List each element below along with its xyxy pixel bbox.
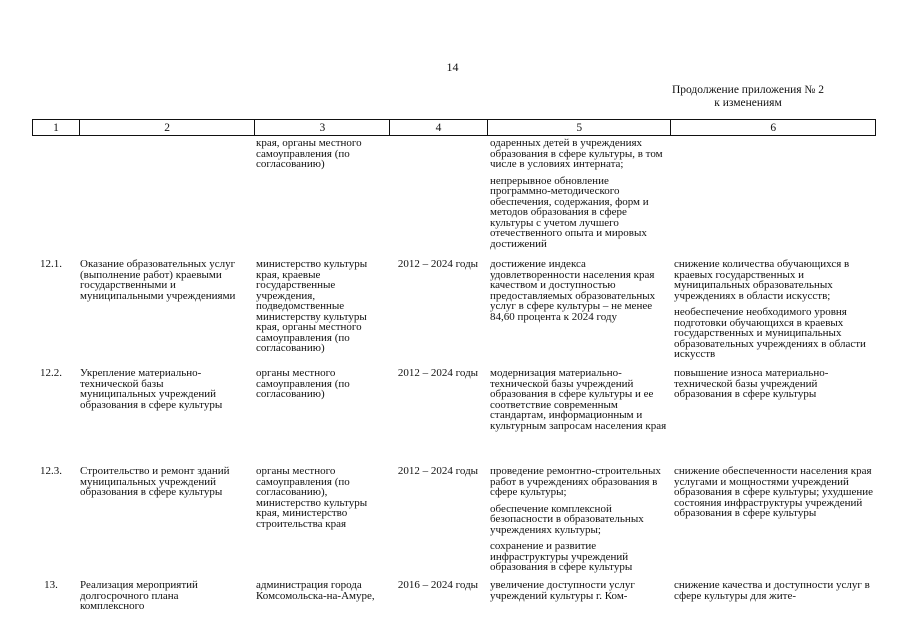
row-title: Реализация мероприятий долгосрочного плана комплексного bbox=[80, 579, 198, 612]
row-number: 12.2. bbox=[40, 367, 62, 379]
row-result bbox=[490, 580, 668, 601]
row-title: Строительство и ремонт зданий муниципальных учреждений образования в сфере культуры bbox=[80, 465, 230, 498]
row-consequences bbox=[674, 368, 874, 400]
row-consequences bbox=[674, 466, 874, 519]
header-col-5: 5 bbox=[488, 120, 672, 135]
table-header-row bbox=[32, 119, 876, 136]
row-consequences bbox=[674, 259, 874, 360]
continued-result-line: непрерывное обновление программно-методического обеспечения, содержания, форм и методов образования в сфере культуры с учетом лучшего отечественного опыта и мировых достижений bbox=[490, 174, 649, 250]
row-consequence-line: повышение износа материально-технической базы учреждений образования в сфере культуры bbox=[674, 367, 829, 400]
row-result-line: увеличение доступности услуг учреждений культуры г. Ком- bbox=[490, 579, 635, 602]
row-consequence-line: снижение обеспеченности населения края услугами и мощностями учреждений образования в сфере культуры; ухудшение состояния инфраструктуры учреждений образования в сфере культуры bbox=[674, 465, 874, 519]
header-col-6: 6 bbox=[770, 121, 777, 134]
appendix-line1: Продолжение приложения № 2 bbox=[671, 84, 825, 96]
row-executor: министерство культуры края, краевые государственные учреждения, подведомственные министерству культуры края, органы местного самоуправления (по согласованию) bbox=[256, 258, 368, 354]
row-consequence-line: снижение количества обучающихся в краевых государственных и муниципальных образовательных учреждениях в области искусств; bbox=[674, 258, 850, 302]
row-result bbox=[490, 466, 668, 573]
row-period: 2012 – 2024 годы bbox=[397, 367, 479, 379]
row-executor: органы местного самоуправления (по согласованию) bbox=[256, 367, 350, 400]
continued-result-line: одаренных детей в учреждениях образования в сфере культуры, в том числе в условиях интерната; bbox=[490, 137, 663, 170]
continued-result bbox=[490, 138, 668, 249]
row-title: Укрепление материально-технической базы муниципальных учреждений образования в сфере культуры bbox=[80, 367, 223, 411]
header-col-3: 3 bbox=[255, 120, 390, 135]
row-result-line: сохранение и развитие инфраструктуры учреждений образования в сфере культуры bbox=[490, 540, 633, 573]
row-number: 12.3. bbox=[40, 465, 62, 477]
continued-executor: края, органы местного самоуправления (по согласованию) bbox=[256, 137, 362, 170]
header-col-2: 2 bbox=[80, 120, 256, 135]
row-title: Оказание образовательных услуг (выполнение работ) краевыми государственными и муниципальными учреждениями bbox=[80, 258, 236, 302]
row-result bbox=[490, 259, 668, 322]
row-number: 13. bbox=[44, 579, 58, 591]
row-number: 12.1. bbox=[40, 258, 62, 270]
row-consequences bbox=[674, 580, 874, 601]
row-executor: администрация города Комсомольска-на-Амуре, bbox=[256, 579, 375, 602]
row-executor: органы местного самоуправления (по согласованию), министерство культуры края, министерство строительства края bbox=[256, 465, 368, 530]
row-consequence-line: снижение качества и доступности услуг в сфере культуры для жите- bbox=[674, 579, 870, 602]
row-consequence-line: необеспечение необходимого уровня подготовки обучающихся в краевых государственных и муниципальных образовательных учреждениях в области искусств bbox=[674, 306, 866, 360]
appendix-line2: к изменениям bbox=[714, 97, 782, 109]
appendix-note bbox=[620, 84, 876, 110]
row-result bbox=[490, 368, 668, 431]
row-period: 2012 – 2024 годы bbox=[397, 465, 479, 477]
row-period: 2016 – 2024 годы bbox=[397, 579, 479, 591]
row-result-line: достижение индекса удовлетворенности населения края качеством и доступностью предоставляемых образовательных услуг в сфере культуры – не менее 84,60 процента к 2024 году bbox=[490, 258, 656, 323]
row-result-line: обеспечение комплексной безопасности в образовательных учреждениях культуры; bbox=[490, 502, 644, 536]
row-period: 2012 – 2024 годы bbox=[397, 258, 479, 270]
row-result-line: проведение ремонтно-строительных работ в учреждениях образования в сфере культуры; bbox=[490, 465, 661, 498]
page-number: 14 bbox=[446, 60, 459, 74]
header-col-1: 1 bbox=[33, 120, 80, 135]
header-col-4: 4 bbox=[390, 120, 488, 135]
row-result-line: модернизация материально-технической базы учреждений образования в сфере культуры и ее соответствие современным стандартам, информационным и культурным запросам населения края bbox=[490, 367, 667, 432]
